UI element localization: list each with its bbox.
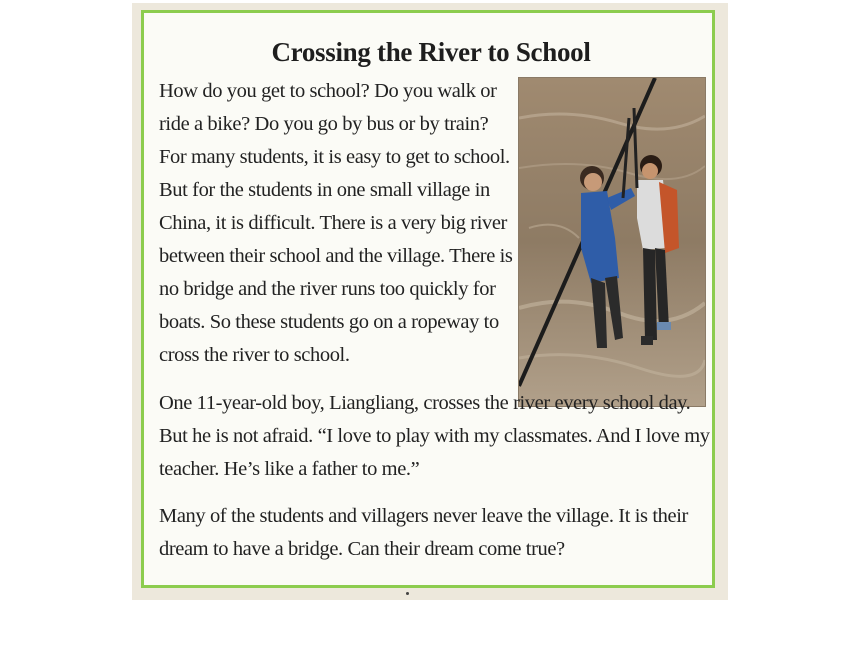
paragraph-dream: Many of the students and villagers never leave the village. It is their dream to have a bridge. Can their dream come true?: [159, 505, 688, 560]
paragraph-intro: How do you get to school? Do you walk or ride a bike? Do you go by bus or by train? For many students, it is easy to get to school. But for the students in one small village in China, it is difficult. There is a very big river between their school and the village. There is no bridge and the river runs too quickly for boats. So these students go on a ropeway to cross the river to school.: [159, 80, 513, 366]
page-dot: [406, 592, 409, 595]
reading-card: [141, 10, 715, 588]
paragraph-liangliang: One 11-year-old boy, Liangliang, crosses the river every school day. But he is not afraid. “I love to play with my classmates. And I love my teacher. He’s like a father to me.”: [159, 392, 710, 480]
ropeway-photo: [518, 77, 706, 407]
article-title: Crossing the River to School: [271, 37, 591, 67]
